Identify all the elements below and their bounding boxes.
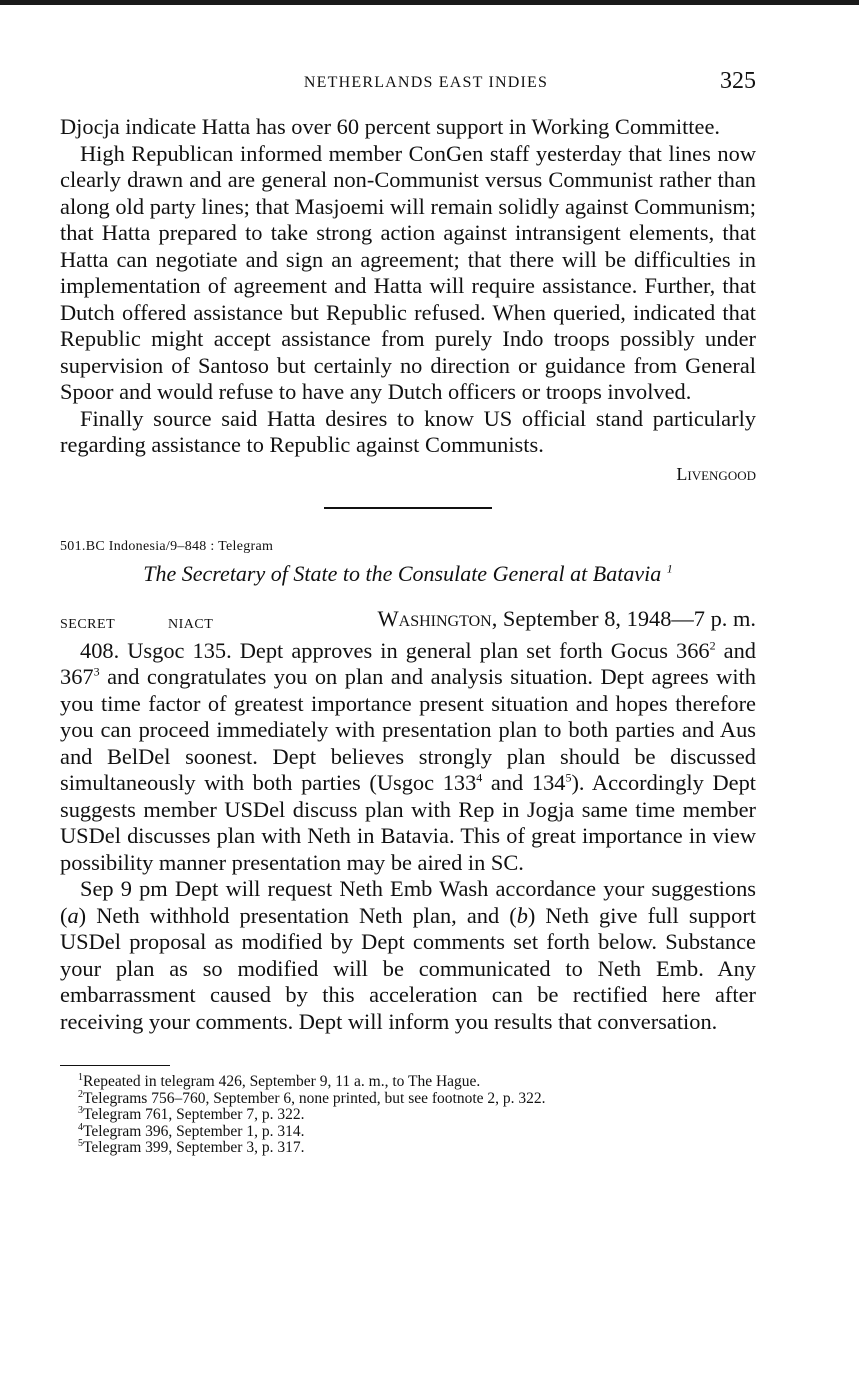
footnote-3: $^3$Telegram 761, September 7, p. 322. <box>78 1104 305 1123</box>
priority-marker: NIACT <box>168 616 214 632</box>
footnote-4: $^4$Telegram 396, September 1, p. 314. <box>78 1121 305 1140</box>
classification: SECRET <box>60 616 116 632</box>
footnote-5: $^5$Telegram 399, September 3, p. 317. <box>78 1137 305 1156</box>
page-number: 325 <box>720 68 756 94</box>
dateline <box>60 606 756 636</box>
footnote-ref-3: 3 <box>93 664 100 679</box>
paragraph-us-stand: Finally source said Hatta desires to know US official stand particularly regarding assistance to Republic against Communists. <box>60 405 756 457</box>
scan-top-edge <box>0 0 859 5</box>
paragraph-plan-approval: 408. Usgoc 135. Dept approves in general plan set forth Gocus $366^2$ and $367^3$ and congratulates you on plan and analysis situation. Dept agrees with you time factor of greatest importance present situation and hopes therefore you can proceed immediately with presentation plan to both parties and Aus and BelDel soonest. Dept believes strongly plan should be discussed simultaneously with both parties (Usgoc $133^4$ and $134^5$). Accordingly Dept suggests member USDel discuss plan with Rep in Jogja same time member USDel discusses plan with Neth in Batavia. This of great importance in view possibility manner presentation may be aired in SC. <box>60 637 756 875</box>
place-date <box>378 606 757 633</box>
file-reference: 501.BC Indonesia/9–848 : Telegram <box>60 539 274 554</box>
page-header <box>60 68 756 100</box>
document-title <box>60 561 756 588</box>
footnote-ref-4: 4 <box>476 770 483 785</box>
document-title-text: The Secretary of State to the Consulate General at Batavia <box>143 561 662 586</box>
section-divider <box>324 507 492 509</box>
footnote-ref-1: 1 <box>666 561 673 576</box>
page-body <box>60 114 756 1157</box>
running-head: NETHERLANDS EAST INDIES <box>303 74 549 91</box>
footnote-divider <box>60 1065 170 1066</box>
footnotes <box>60 1071 756 1157</box>
footnote-ref-2: 2 <box>709 638 716 653</box>
paragraph-republican-source: High Republican informed member ConGen staff yesterday that lines now clearly drawn and are general non-Communist versus Communist rather than along old party lines; that Masjoemi will remain solidly against Communism; that Hatta prepared to take strong action against intransigent elements, that Hatta can negotiate and sign an agreement; that there will be difficulties in implementation of agreement and Hatta will require assistance. Further, that Dutch offered assistance but Republic refused. When queried, indicated that Republic might accept assistance from purely Indo troops possibly under supervision of Santoso but certainly no direction or guidance from General Spoor and would refuse to have any Dutch officers or troops involved. <box>60 140 756 404</box>
paragraph-continued: Djocja indicate Hatta has over 60 percent support in Working Committee. <box>60 114 720 139</box>
place: Washington <box>377 605 492 631</box>
footnote-ref-5: 5 <box>565 770 572 785</box>
footnote-1: $^1$Repeated in telegram 426, September 9, 11 a. m., to The Hague. <box>78 1071 481 1090</box>
paragraph-neth-embassy: Sep 9 pm Dept will request Neth Emb Wash accordance your suggestions (a) Neth withhold presentation Neth plan, and (b) Neth give full support USDel proposal as modified by Dept comments set forth below. Substance your plan as so modified will be communicated to Neth Emb. Any embarrassment caused by this acceleration can be rectified here after receiving your comments. Dept will inform you results that conversation. <box>60 876 756 1034</box>
footnote-2: $^2$Telegrams 756–760, September 6, none printed, but see footnote 2, p. 322. <box>78 1088 546 1107</box>
date: , September 8, 1948—7 p. m. <box>491 605 756 631</box>
signer-name: Livengood <box>676 463 756 484</box>
